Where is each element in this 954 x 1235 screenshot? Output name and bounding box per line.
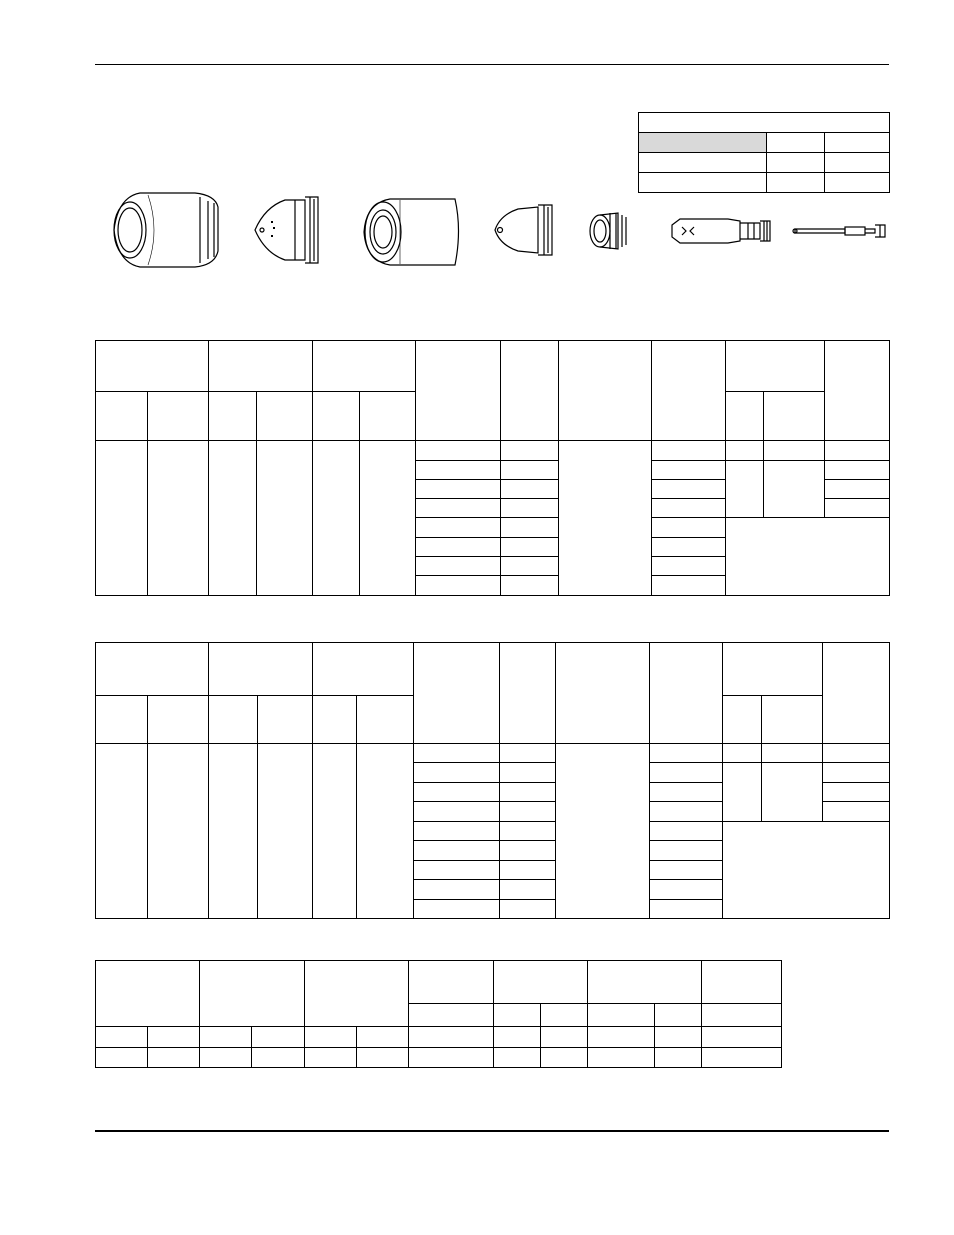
consumables-table-1: [95, 340, 890, 596]
data-cell: [414, 783, 500, 802]
data-cell: [416, 518, 501, 538]
data-cell: [357, 744, 414, 919]
subheader-cell: [257, 392, 313, 441]
data-cell: [723, 744, 762, 763]
data-cell: [416, 538, 501, 557]
reference-table: [638, 112, 890, 193]
data-cell: [313, 744, 357, 919]
reference-table-title-cell: [639, 113, 890, 133]
data-cell: [500, 900, 556, 919]
header-cell: [723, 643, 823, 696]
data-cell: [702, 1048, 782, 1068]
data-cell: [258, 744, 313, 919]
data-cell: [500, 861, 556, 880]
data-cell: [541, 1048, 588, 1068]
data-cell: [825, 441, 890, 461]
data-cell: [148, 441, 209, 596]
data-cell: [652, 538, 726, 557]
data-cell: [650, 744, 723, 763]
data-cell: [823, 763, 890, 783]
data-cell: [650, 802, 723, 822]
data-cell: [96, 1027, 148, 1048]
subheader-cell: [655, 1004, 702, 1027]
data-cell: [764, 441, 825, 461]
data-cell: [541, 1027, 588, 1048]
data-cell: [723, 763, 762, 822]
data-cell: [257, 441, 313, 596]
retaining-cap-icon: [364, 199, 459, 265]
data-cell: [500, 783, 556, 802]
footer-rule: [95, 1130, 889, 1132]
data-cell: [500, 880, 556, 900]
data-cell: [414, 880, 500, 900]
data-cell: [655, 1048, 702, 1068]
data-cell: [494, 1027, 541, 1048]
data-cell: [559, 441, 652, 596]
header-cell: [702, 961, 782, 1004]
consumables-illustration: [100, 185, 900, 275]
reference-cell: [767, 153, 825, 173]
data-cell: [416, 499, 501, 518]
nozzle-icon: [495, 205, 552, 255]
data-cell: [823, 783, 890, 802]
subheader-cell: [723, 696, 762, 744]
header-cell: [650, 643, 723, 744]
data-cell: [305, 1027, 357, 1048]
reference-header-cell: [639, 133, 767, 153]
water-tube-icon: [793, 225, 885, 237]
data-cell: [825, 461, 890, 480]
data-cell: [414, 900, 500, 919]
data-cell: [414, 841, 500, 861]
header-cell: [96, 961, 200, 1027]
subheader-cell: [541, 1004, 588, 1027]
subheader-cell: [588, 1004, 655, 1027]
header-cell: [414, 643, 500, 744]
data-cell: [823, 802, 890, 822]
header-cell: [559, 341, 652, 441]
data-cell: [500, 841, 556, 861]
data-cell: [501, 538, 559, 557]
data-cell: [650, 822, 723, 841]
subheader-cell: [96, 696, 148, 744]
data-cell: [501, 518, 559, 538]
reference-cell: [639, 153, 767, 173]
header-cell: [96, 341, 209, 392]
data-cell: [650, 880, 723, 900]
data-cell: [501, 576, 559, 596]
subheader-cell: [209, 696, 258, 744]
data-cell: [96, 1048, 148, 1068]
header-cell: [409, 961, 494, 1004]
data-cell: [200, 1027, 252, 1048]
header-cell: [209, 341, 313, 392]
data-cell: [762, 763, 823, 822]
data-cell: [414, 822, 500, 841]
data-cell: [414, 802, 500, 822]
subheader-cell: [360, 392, 416, 441]
header-cell: [494, 961, 588, 1004]
data-cell: [416, 480, 501, 499]
swirl-ring-icon: [590, 213, 626, 249]
reference-header-cell: [767, 133, 825, 153]
data-cell: [723, 822, 890, 919]
data-cell: [209, 441, 257, 596]
header-rule: [95, 64, 889, 65]
data-cell: [652, 518, 726, 538]
data-cell: [726, 461, 764, 518]
data-cell: [409, 1048, 494, 1068]
data-cell: [823, 744, 890, 763]
data-cell: [414, 861, 500, 880]
header-cell: [96, 643, 209, 696]
data-cell: [650, 763, 723, 783]
data-cell: [501, 480, 559, 499]
data-cell: [650, 861, 723, 880]
header-cell: [501, 341, 559, 441]
data-cell: [500, 802, 556, 822]
subheader-cell: [148, 392, 209, 441]
data-cell: [500, 822, 556, 841]
data-cell: [416, 461, 501, 480]
data-cell: [726, 441, 764, 461]
header-cell: [209, 643, 313, 696]
data-cell: [556, 744, 650, 919]
subheader-cell: [258, 696, 313, 744]
data-cell: [416, 576, 501, 596]
data-cell: [726, 518, 890, 596]
subheader-cell: [313, 392, 360, 441]
data-cell: [501, 461, 559, 480]
header-cell: [313, 341, 416, 392]
reference-header-cell: [825, 133, 890, 153]
data-cell: [313, 441, 360, 596]
consumables-table-2: [95, 642, 890, 919]
data-cell: [652, 480, 726, 499]
data-cell: [652, 461, 726, 480]
data-cell: [588, 1027, 655, 1048]
data-cell: [652, 557, 726, 576]
data-cell: [655, 1027, 702, 1048]
data-cell: [501, 557, 559, 576]
subheader-cell: [409, 1004, 494, 1027]
subheader-cell: [726, 392, 764, 441]
data-cell: [652, 576, 726, 596]
data-cell: [409, 1027, 494, 1048]
consumables-table-3: [95, 960, 782, 1068]
data-cell: [252, 1048, 305, 1068]
nozzle-retaining-cap-icon: [255, 197, 318, 263]
data-cell: [148, 1048, 200, 1068]
header-cell: [825, 341, 890, 441]
data-cell: [500, 744, 556, 763]
header-cell: [305, 961, 409, 1027]
data-cell: [414, 744, 500, 763]
header-cell: [823, 643, 890, 744]
subheader-cell: [148, 696, 209, 744]
header-cell: [416, 341, 501, 441]
subheader-cell: [357, 696, 414, 744]
data-cell: [501, 499, 559, 518]
subheader-cell: [313, 696, 357, 744]
reference-cell: [825, 153, 890, 173]
data-cell: [96, 441, 148, 596]
header-cell: [588, 961, 702, 1004]
data-cell: [357, 1027, 409, 1048]
subheader-cell: [762, 696, 823, 744]
data-cell: [416, 557, 501, 576]
shield-part-icon: [114, 193, 218, 267]
data-cell: [200, 1048, 252, 1068]
data-cell: [702, 1027, 782, 1048]
header-cell: [652, 341, 726, 441]
data-cell: [252, 1027, 305, 1048]
electrode-icon: [672, 219, 770, 243]
data-cell: [501, 441, 559, 461]
data-cell: [414, 763, 500, 783]
data-cell: [360, 441, 416, 596]
data-cell: [209, 744, 258, 919]
data-cell: [650, 841, 723, 861]
data-cell: [357, 1048, 409, 1068]
header-cell: [556, 643, 650, 744]
subheader-cell: [494, 1004, 541, 1027]
subheader-cell: [209, 392, 257, 441]
header-cell: [726, 341, 825, 392]
data-cell: [305, 1048, 357, 1068]
data-cell: [825, 480, 890, 499]
subheader-cell: [764, 392, 825, 441]
header-cell: [500, 643, 556, 744]
data-cell: [652, 441, 726, 461]
data-cell: [494, 1048, 541, 1068]
data-cell: [416, 441, 501, 461]
data-cell: [588, 1048, 655, 1068]
data-cell: [762, 744, 823, 763]
data-cell: [500, 763, 556, 783]
data-cell: [764, 461, 825, 518]
header-cell: [200, 961, 305, 1027]
data-cell: [96, 744, 148, 919]
data-cell: [148, 1027, 200, 1048]
data-cell: [650, 900, 723, 919]
data-cell: [652, 499, 726, 518]
data-cell: [825, 499, 890, 518]
data-cell: [148, 744, 209, 919]
subheader-cell: [96, 392, 148, 441]
subheader-cell: [702, 1004, 782, 1027]
header-cell: [313, 643, 414, 696]
data-cell: [650, 783, 723, 802]
